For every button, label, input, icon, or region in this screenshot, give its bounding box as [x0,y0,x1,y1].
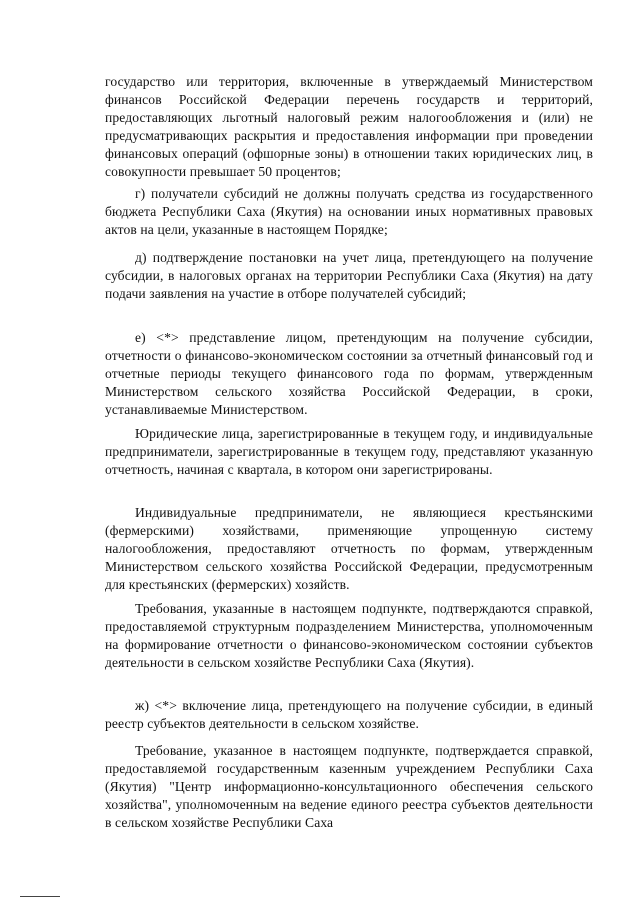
paragraph-individual-entrepreneurs: Индивидуальные предприниматели, не являющиеся крестьянскими (фермерскими) хозяйствами, применяющие упрощенную систему налогообложения, предоставляют отчетность по формам, утвержденным Министерством сельского хозяйства Российской Федерации, предусмотренным для крестьянских (фермерских) хозяйств. [105,505,593,592]
paragraph-requirements-confirmation: Требования, указанные в настоящем подпункте, подтверждаются справкой, предоставляемой структурным подразделением Министерства, уполномоченным на формирование отчетности о финансово-экономическом состоянии субъектов деятельности в сельском хозяйстве Республики Саха (Якутия). [105,601,593,670]
paragraph-item-zh: ж) <*> включение лица, претендующего на получение субсидии, в единый реестр субъектов деятельности в сельском хозяйстве. [105,698,593,731]
paragraph-requirement-registry: Требование, указанное в настоящем подпункте, подтверждается справкой, предоставляемой государственным казенным учреждением Республики Саха (Якутия) "Центр информационно-консультационного обеспечения сельского хозяйства", уполномоченным на ведение единого реестра субъектов деятельности в сельском хозяйстве Республики Саха [105,743,593,830]
paragraph-item-e: е) <*> представление лицом, претендующим на получение субсидии, отчетности о финансово-экономическом состоянии за отчетный финансовый год и отчетные периоды текущего финансового года по формам, утвержденным Министерством сельского хозяйства Российской Федерации, в сроки, устанавливаемые Министерством. [105,330,593,417]
paragraph-offshore-criteria: государство или территория, включенные в утверждаемый Министерством финансов Российской Федерации перечень государств и территорий, предоставляющих льготный налоговый режим налогообложения и (или) не предусматривающих раскрытия и предоставления информации при проведении финансовых операций (офшорные зоны) в отношении таких юридических лиц, в совокупности превышает 50 процентов; [105,74,593,179]
paragraph-legal-entities: Юридические лица, зарегистрированные в текущем году, и индивидуальные предприниматели, зарегистрированные в текущем году, представляют указанную отчетность, начиная с квартала, в котором они зарегистрированы. [105,426,593,477]
page-bottom-rule [20,896,60,897]
paragraph-item-d: д) подтверждение постановки на учет лица, претендующего на получение субсидии, в налоговых органах на территории Республики Саха (Якутия) на дату подачи заявления на участие в отборе получателей субсидий; [105,250,593,301]
paragraph-item-g: г) получатели субсидий не должны получать средства из государственного бюджета Республики Саха (Якутия) на основании иных нормативных правовых актов на цели, указанные в настоящем Порядке; [105,186,593,237]
